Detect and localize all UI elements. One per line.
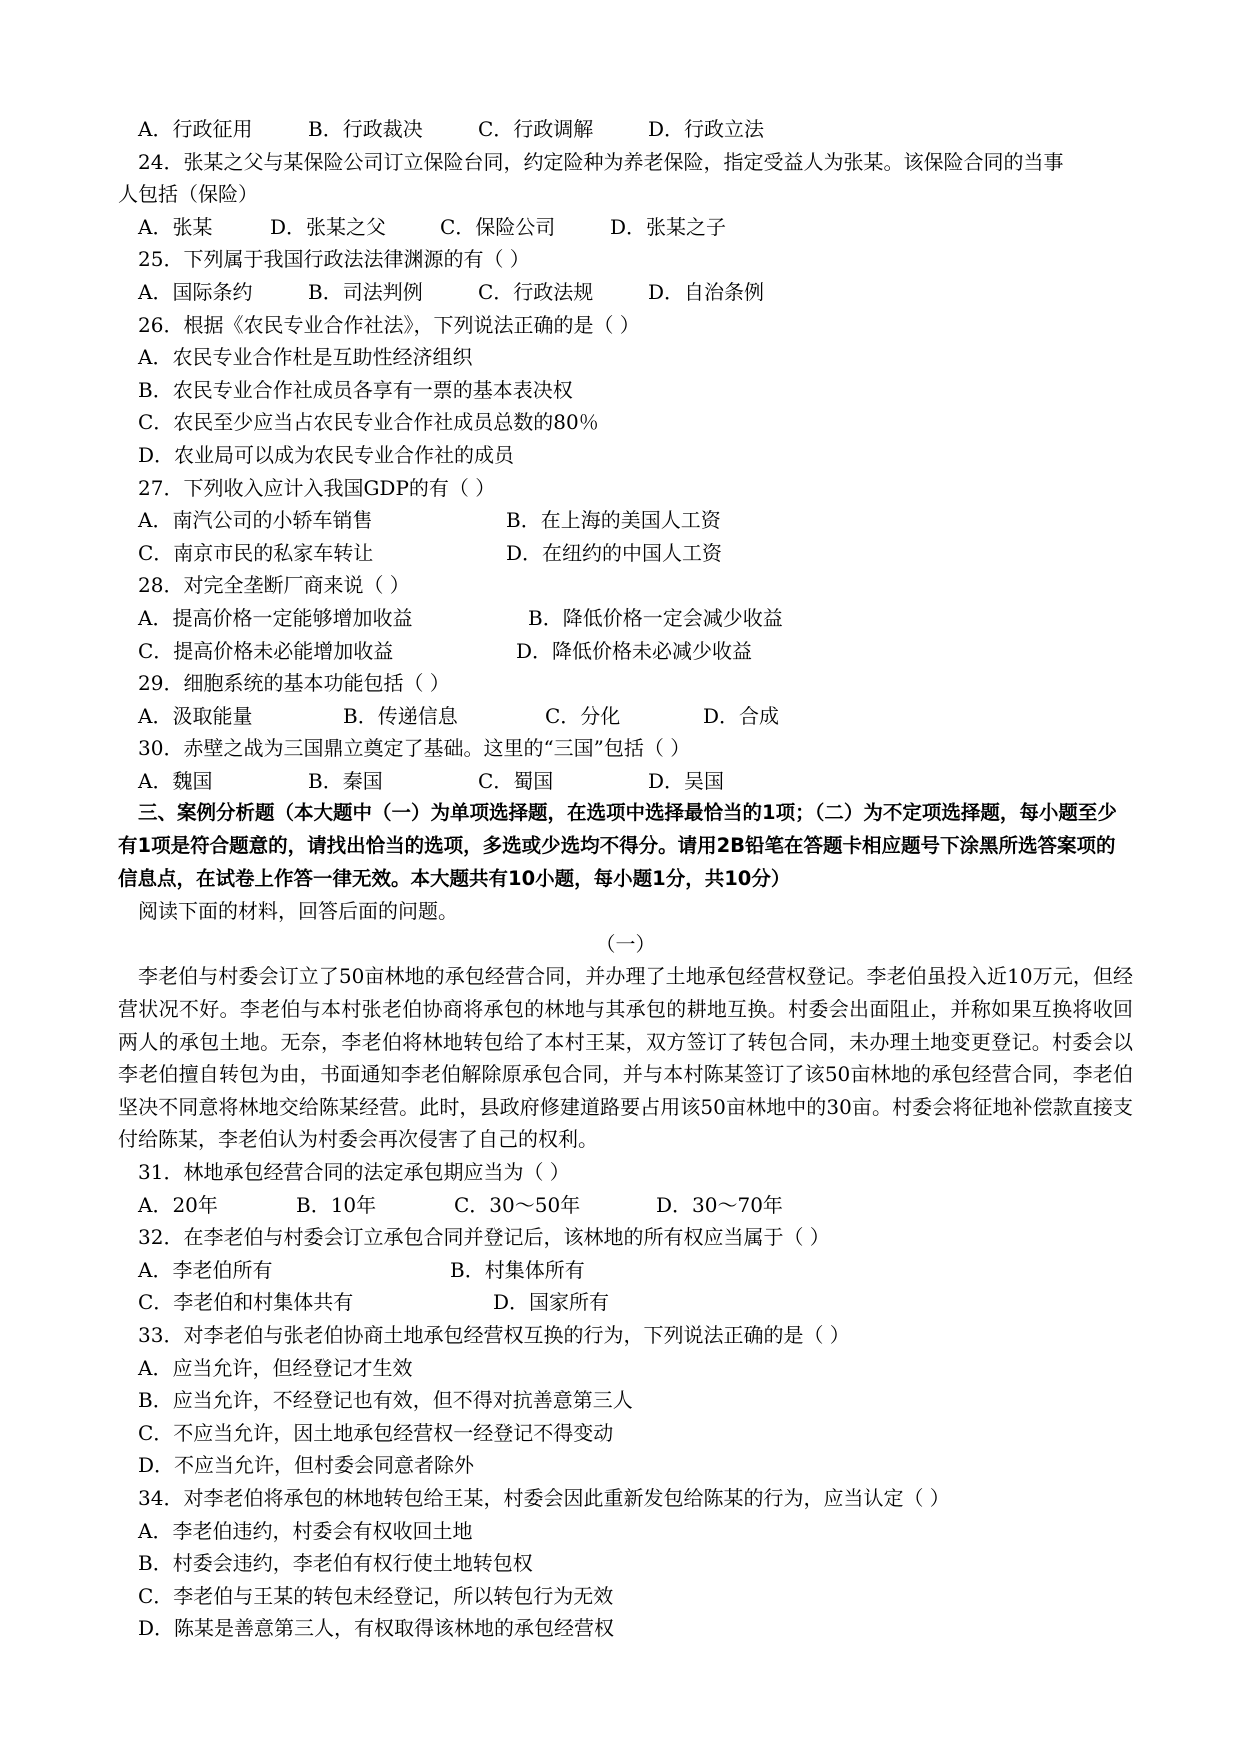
q32-option-c: C．李老伯和村集体共有 (138, 1290, 354, 1315)
q32-stem: 32．在李老伯与村委会订立承包合同并登记后，该林地的所有权应当属于（ ） (138, 1225, 830, 1250)
q24-option-4: D．张某之子 (610, 214, 727, 239)
q25-stem: 25．下列属于我国行政法法律渊源的有（ ） (138, 247, 530, 272)
q28-option-c: C．提高价格未必能增加收益 (138, 638, 394, 663)
section3-instruction: 阅读下面的材料，回答后面的问题。 (138, 899, 458, 924)
case-material: 李老伯与村委会订立了50亩林地的承包经营合同，并办理了土地承包经营权登记。李老伯虽投入近10万元，但经营状况不好。李老伯与本村张老伯协商将承包的林地与其承包的耕地互换。村委会出面阻止，并称如果互换将收回两人的承包土地。无奈，李老伯将林地转包给了本村王某，双方签订了转包合同，未办理土地变更登记。村委会以李老伯擅自转包为由，书面通知李老伯解除原承包合同，并与本村陈某签订了该50亩林地的承包经营合同，李老伯坚决不同意将林地交给陈某经营。此时，县政府修建道路要占用该50亩林地中的30亩。村委会将征地补偿款直接支付给陈某，李老伯认为村委会再次侵害了自己的权利。 (118, 964, 1133, 1152)
q30-options (118, 765, 1133, 798)
q34-stem: 34．对李老伯将承包的林地转包给王某，村委会因此重新发包给陈某的行为，应当认定（ ） (138, 1485, 950, 1510)
q33-option-d: D．不应当允许，但村委会同意者除外 (138, 1453, 475, 1478)
q30-option-b: B．秦国 (308, 768, 383, 793)
q30-stem: 30．赤壁之战为三国鼎立奠定了基础。这里的“三国”包括（ ） (138, 736, 691, 761)
q28-options-ab (118, 602, 1133, 635)
q23-option-c: C．行政调解 (478, 117, 594, 141)
q31-option-b: B．10年 (296, 1192, 377, 1217)
q26-option-c: C．农民至少应当占农民专业合作社成员总数的80％ (138, 410, 599, 435)
q24-options (118, 211, 1133, 244)
q31-option-c: C．30～50年 (454, 1192, 581, 1217)
q23-option-b: B．行政裁决 (308, 117, 423, 141)
section3-heading: 三、案例分析题（本大题中（一）为单项选择题，在选项中选择最恰当的1项；（二）为不定项选择题，每小题至少有1项是符合题意的，请找出恰当的选项，多选或少选均不得分。请用2B铅笔在答题卡相应题号下涂黑所选答案项的信息点，在试卷上作答一律无效。本大题共有10小题，每小题1分，共10分） (118, 801, 1117, 890)
q28-option-d: D．降低价格未必减少收益 (516, 638, 753, 663)
q32-option-a: A．李老伯所有 (138, 1257, 273, 1282)
q26-option-b: B．农民专业合作社成员各享有一票的基本表决权 (138, 377, 573, 402)
q33-option-b: B．应当允许，不经登记也有效，但不得对抗善意第三人 (138, 1388, 633, 1413)
q32-option-d: D．国家所有 (493, 1290, 610, 1315)
q28-option-b: B．降低价格一定会减少收益 (528, 605, 783, 630)
q23-option-a: A．行政征用 (138, 117, 253, 141)
q23-options (118, 113, 1133, 146)
q29-stem: 29．细胞系统的基本功能包括（ ） (138, 671, 450, 696)
q24-option-2: D．张某之父 (270, 214, 387, 239)
q27-option-a: A．南汽公司的小轿车销售 (138, 508, 373, 533)
q27-options-ab (118, 504, 1133, 537)
q30-option-a: A．魏国 (138, 768, 213, 793)
q29-option-a: A．汲取能量 (138, 703, 253, 728)
q26-stem: 26．根据《农民专业合作社法》，下列说法正确的是（ ） (138, 312, 640, 337)
q25-option-a: A．国际条约 (138, 279, 253, 304)
q25-option-d: D．自治条例 (648, 279, 765, 304)
q24-option-1: A．张某 (138, 214, 213, 239)
q29-option-c: C．分化 (545, 703, 621, 728)
part-label: （一） (595, 931, 656, 956)
q29-options (118, 700, 1133, 733)
q31-options (118, 1189, 1133, 1222)
q30-option-d: D．吴国 (648, 768, 725, 793)
q32-options-ab (118, 1254, 1133, 1287)
q33-option-c: C．不应当允许，因土地承包经营权一经登记不得变动 (138, 1420, 614, 1445)
q24-option-3: C．保险公司 (440, 214, 556, 239)
q28-stem: 28．对完全垄断厂商来说（ ） (138, 573, 410, 598)
q27-option-c: C．南京市民的私家车转让 (138, 540, 374, 565)
q25-options (118, 276, 1133, 309)
q33-option-a: A．应当允许，但经登记才生效 (138, 1355, 413, 1380)
q28-options-cd (118, 635, 1133, 668)
q29-option-b: B．传递信息 (343, 703, 458, 728)
q28-option-a: A．提高价格一定能够增加收益 (138, 605, 413, 630)
q30-option-c: C．蜀国 (478, 768, 554, 793)
q34-option-c: C．李老伯与王某的转包未经登记，所以转包行为无效 (138, 1583, 614, 1608)
q31-stem: 31．林地承包经营合同的法定承包期应当为（ ） (138, 1160, 570, 1184)
q27-option-b: B．在上海的美国人工资 (506, 508, 721, 533)
q26-option-a: A．农民专业合作杜是互助性经济组织 (138, 345, 473, 370)
q24-stem-cont: 人包括（保险） (118, 182, 258, 207)
q34-option-a: A．李老伯违约，村委会有权收回土地 (138, 1518, 473, 1543)
q27-stem: 27．下列收入应计入我国GDP的有（ ） (138, 475, 496, 500)
q34-option-b: B．村委会违约，李老伯有权行使土地转包权 (138, 1551, 533, 1576)
q25-option-c: C．行政法规 (478, 279, 594, 304)
q26-option-d: D．农业局可以成为农民专业合作社的成员 (138, 442, 515, 467)
q31-option-a: A．20年 (138, 1192, 218, 1217)
q27-option-d: D．在纽约的中国人工资 (506, 540, 723, 565)
q32-options-cd (118, 1286, 1133, 1319)
q32-option-b: B．村集体所有 (450, 1257, 585, 1282)
q33-stem: 33．对李老伯与张老伯协商土地承包经营权互换的行为，下列说法正确的是（ ） (138, 1322, 850, 1347)
q31-option-d: D．30～70年 (656, 1192, 783, 1217)
q25-option-b: B．司法判例 (308, 279, 423, 304)
q24-stem: 24．张某之父与某保险公司订立保险台同，约定险种为养老保险，指定受益人为张某。该保险合同的当事 (138, 149, 1064, 174)
q29-option-d: D．合成 (703, 703, 780, 728)
q23-option-d: D．行政立法 (648, 117, 765, 141)
q34-option-d: D．陈某是善意第三人，有权取得该林地的承包经营权 (138, 1616, 615, 1641)
exam-page (118, 113, 1133, 1645)
q27-options-cd (118, 537, 1133, 570)
